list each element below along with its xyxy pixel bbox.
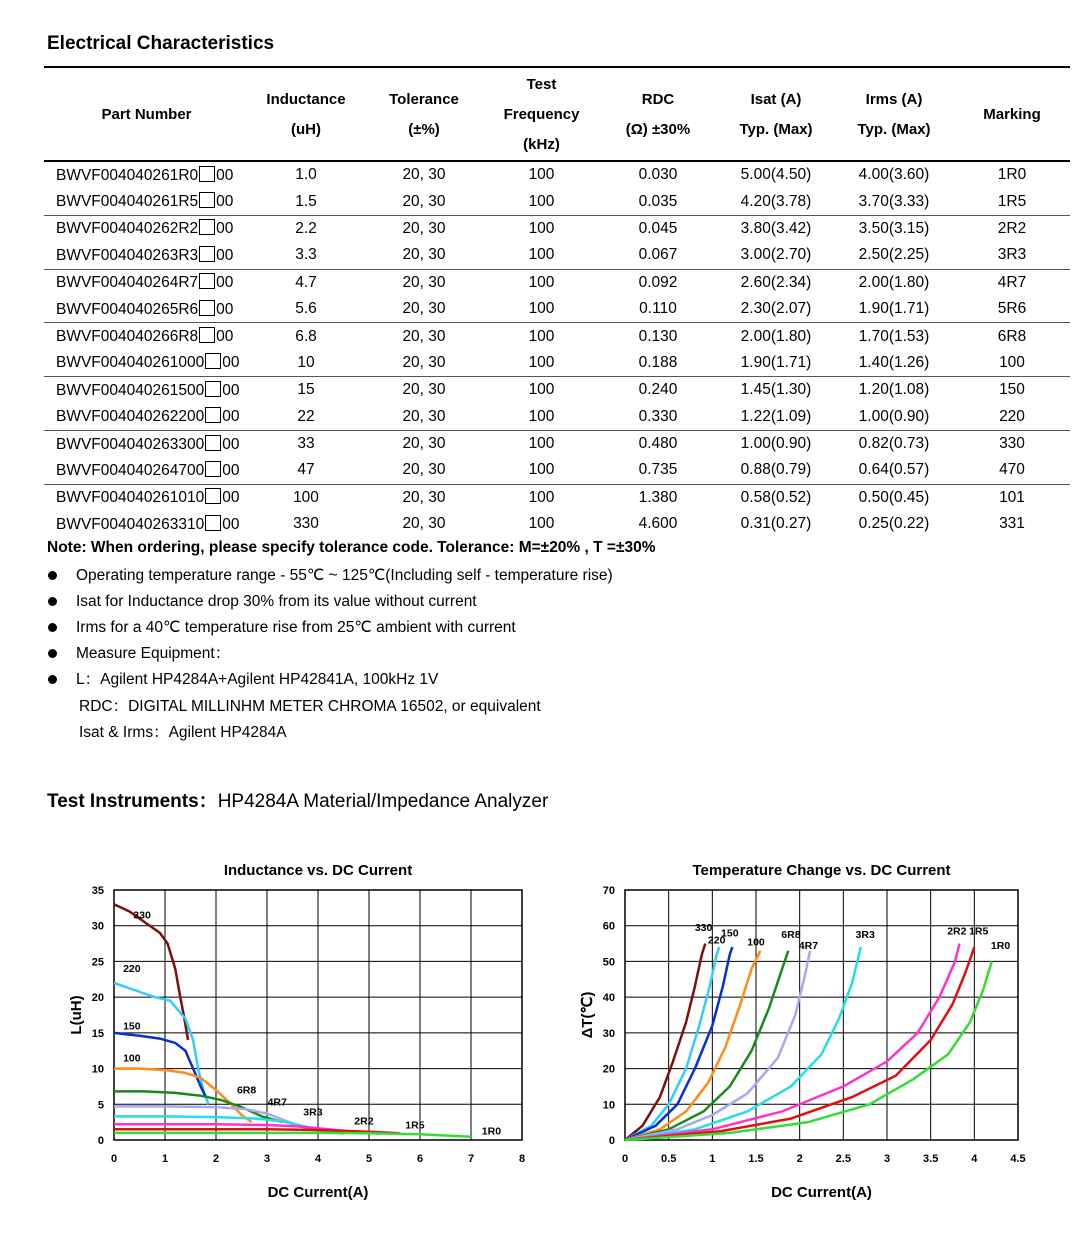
column-header-line: (uH) <box>291 120 321 138</box>
column-header <box>954 69 1070 161</box>
table-cell: 0.330 <box>598 404 718 431</box>
part-number-cell <box>44 404 249 431</box>
inductance-chart-series-label: 1R0 <box>481 1125 502 1138</box>
part-suffix: 00 <box>216 246 234 264</box>
table-row <box>44 350 1070 377</box>
column-header <box>718 69 834 161</box>
temperature-chart-series-label: 3R3 <box>855 929 875 942</box>
table-row <box>44 430 1070 457</box>
table-cell: 0.82(0.73) <box>858 435 930 453</box>
part-number-cell <box>44 350 249 377</box>
tolerance-code-box <box>205 461 221 477</box>
table-cell: 0.25(0.22) <box>858 515 930 533</box>
tolerance-code-box <box>199 300 215 316</box>
table-cell: 3.50(3.15) <box>858 219 930 237</box>
table-cell: 1.22(1.09) <box>718 404 834 431</box>
part-number: BWVF004040262R2 <box>56 220 199 238</box>
table-cell: 4.7 <box>295 273 317 291</box>
part-number: BWVF004040261000 <box>56 354 205 372</box>
inductance-chart-series-label: 1R5 <box>405 1119 425 1132</box>
table-cell: 1.90(1.71) <box>718 350 834 377</box>
temperature-chart-x-tick-label: 4 <box>971 1153 978 1165</box>
table-row <box>44 377 1070 404</box>
table-cell: 0.045 <box>638 219 678 237</box>
table-cell: 100 <box>485 296 598 323</box>
inductance-chart-y-axis-label: L(uH) <box>68 995 85 1035</box>
temperature-chart-series-label: 6R8 <box>781 929 801 942</box>
column-header <box>44 69 249 161</box>
part-number-cell <box>44 242 249 269</box>
bullet-item <box>48 589 613 615</box>
table-cell: 4.00(3.60) <box>858 166 930 184</box>
table-cell: 4.20(3.78) <box>718 188 834 215</box>
table-cell: 20, 30 <box>402 515 446 533</box>
column-header-line: RDC <box>641 90 675 108</box>
table-cell: 0.092 <box>638 273 678 291</box>
table-cell: 0.480 <box>638 435 678 453</box>
table-cell: 2R2 <box>997 219 1027 237</box>
temperature-chart-x-tick-label: 1 <box>709 1153 716 1165</box>
part-number: BWVF004040261500 <box>56 381 205 399</box>
part-number: BWVF004040261R0 <box>56 166 199 184</box>
temperature-chart <box>570 855 1050 1200</box>
inductance-chart-x-tick-label: 4 <box>314 1153 322 1165</box>
table-cell: 100 <box>528 327 555 345</box>
temperature-chart-series-label: 330 <box>694 922 713 935</box>
column-header-line: Test <box>526 75 557 93</box>
table-cell: 100 <box>485 242 598 269</box>
table-cell: 1.90(1.71) <box>834 296 954 323</box>
table-cell: 0.067 <box>598 242 718 269</box>
part-suffix: 00 <box>216 274 234 292</box>
table-cell: 20, 30 <box>402 435 446 453</box>
column-header <box>249 69 363 161</box>
bullet-text: Isat for Inductance drop 30% from its value without current <box>76 593 477 610</box>
table-cell: 3.80(3.42) <box>740 219 812 237</box>
table-cell: 6.8 <box>295 327 317 345</box>
part-number: BWVF004040263R3 <box>56 246 199 264</box>
bullet-dot-icon <box>48 675 57 684</box>
part-number: BWVF004040263310 <box>56 515 205 533</box>
table-row <box>44 457 1070 484</box>
part-number: BWVF004040264R7 <box>56 274 199 292</box>
part-number-cell <box>44 430 249 457</box>
table-cell: 330 <box>999 435 1025 453</box>
part-suffix: 00 <box>222 515 240 533</box>
temperature-chart-y-tick-label: 70 <box>602 885 615 897</box>
inductance-chart-series-label: 6R8 <box>236 1084 257 1097</box>
inductance-chart-series-line-1R0 <box>114 1133 471 1137</box>
table-cell: 6R8 <box>997 327 1027 345</box>
table-cell: 331 <box>999 515 1025 533</box>
table-row <box>44 188 1070 215</box>
table-cell: 0.58(0.52) <box>740 488 812 506</box>
column-header-line: Typ. (Max) <box>739 120 813 138</box>
table-cell: 0.030 <box>638 166 678 184</box>
temperature-chart-series-line-2R2 <box>625 944 960 1140</box>
part-suffix: 00 <box>222 381 240 399</box>
table-cell: 20, 30 <box>402 381 446 399</box>
table-cell: 1.00(0.90) <box>740 435 812 453</box>
inductance-chart-series-label: 4R7 <box>267 1096 287 1109</box>
part-number-cell <box>44 377 249 404</box>
inductance-chart-series-line-150 <box>114 1033 206 1097</box>
table-cell: 3.3 <box>249 242 363 269</box>
tolerance-code-box <box>199 273 215 289</box>
tolerance-code-box <box>199 219 215 235</box>
table-cell: 4R7 <box>997 273 1027 291</box>
table-cell: 20, 30 <box>363 404 485 431</box>
inductance-chart-y-tick-label: 10 <box>91 1063 104 1076</box>
temperature-chart-series-label: 150 <box>721 927 739 940</box>
table-cell: 0.64(0.57) <box>834 457 954 484</box>
table-cell: 2.00(1.80) <box>740 327 812 345</box>
table-cell: 100 <box>528 166 555 184</box>
column-header-line: Tolerance <box>389 90 459 108</box>
column-header-line: Inductance <box>266 90 346 108</box>
table-cell: 1.45(1.30) <box>740 381 812 399</box>
tolerance-code-box <box>205 407 221 423</box>
bullet-text: Measure Equipment： <box>76 645 231 662</box>
table-cell: 150 <box>999 381 1025 399</box>
table-cell: 3.70(3.33) <box>834 188 954 215</box>
temperature-chart-series-label: 2R2 <box>947 925 967 938</box>
table-row <box>44 296 1070 323</box>
table-cell: 2.60(2.34) <box>740 273 812 291</box>
table-cell: 20, 30 <box>363 242 485 269</box>
table-cell: 330 <box>293 515 319 533</box>
table-cell: 100 <box>528 273 555 291</box>
part-number-cell <box>44 511 249 537</box>
table-cell: 1R5 <box>954 188 1070 215</box>
table-cell: 22 <box>249 404 363 431</box>
part-number-cell <box>44 323 249 350</box>
table-cell: 20, 30 <box>402 488 446 506</box>
temperature-chart-title: Temperature Change vs. DC Current <box>692 862 951 879</box>
bullet-dot-icon <box>48 649 57 658</box>
part-number-cell <box>44 188 249 215</box>
table-row <box>44 242 1070 269</box>
part-suffix: 00 <box>216 166 234 184</box>
temperature-chart-y-tick-label: 50 <box>602 956 615 969</box>
table-cell: 100 <box>485 350 598 377</box>
column-header-line: (kHz) <box>523 135 560 153</box>
table-cell: 1.40(1.26) <box>834 350 954 377</box>
column-header-line: Irms (A) <box>865 90 923 108</box>
part-number: BWVF004040263300 <box>56 435 205 453</box>
temperature-chart-y-tick-label: 60 <box>602 920 615 933</box>
bullet-dot-icon <box>48 597 57 606</box>
part-suffix: 00 <box>222 489 240 507</box>
temperature-chart-series-label: 100 <box>747 936 765 949</box>
bullet-dot-icon <box>48 571 57 580</box>
column-header-line: Frequency <box>503 105 580 123</box>
table-row <box>44 269 1070 296</box>
table-cell: 20, 30 <box>402 219 446 237</box>
table-top-rule <box>44 66 1070 68</box>
part-number: BWVF004040261010 <box>56 489 205 507</box>
table-cell: 2.2 <box>295 219 317 237</box>
part-number-cell <box>44 269 249 296</box>
table-cell: 100 <box>293 488 319 506</box>
table-cell: 470 <box>954 457 1070 484</box>
inductance-chart-title: Inductance vs. DC Current <box>223 862 413 879</box>
table-row <box>44 484 1070 511</box>
column-header <box>363 69 485 161</box>
tolerance-code-box <box>205 353 221 369</box>
table-row <box>44 404 1070 431</box>
temperature-chart-y-axis-label: ΔT(℃) <box>579 991 596 1039</box>
bullet-dot-icon <box>48 623 57 632</box>
table-cell: 0.735 <box>598 457 718 484</box>
column-header <box>834 69 954 161</box>
temperature-chart-series-label: 1R5 <box>969 925 989 938</box>
table-body <box>44 161 1070 537</box>
temperature-chart-y-tick-label: 20 <box>602 1063 615 1076</box>
tolerance-code-box <box>199 166 215 182</box>
bullet-item <box>48 615 613 641</box>
table-row <box>44 323 1070 350</box>
inductance-chart-x-tick-label: 5 <box>365 1153 373 1165</box>
part-suffix: 00 <box>222 461 240 479</box>
temperature-chart-series-label: 4R7 <box>798 939 819 952</box>
temperature-chart-series-label: 220 <box>707 934 726 947</box>
table-cell: 1.20(1.08) <box>858 381 930 399</box>
inductance-chart-x-tick-label: 6 <box>416 1153 424 1165</box>
inductance-chart-x-tick-label: 1 <box>161 1153 169 1165</box>
table-cell: 1.00(0.90) <box>834 404 954 431</box>
inductance-chart-y-tick-label: 25 <box>91 956 104 969</box>
inductance-chart-series-line-220 <box>114 983 208 1104</box>
table-cell: 100 <box>528 381 555 399</box>
temperature-chart-x-axis-label: DC Current(A) <box>771 1184 872 1200</box>
part-number: BWVF004040264700 <box>56 461 205 479</box>
table-cell: 100 <box>954 350 1070 377</box>
table-cell: 20, 30 <box>363 296 485 323</box>
temperature-chart-y-tick-label: 0 <box>608 1135 615 1147</box>
table-cell: 0.188 <box>598 350 718 377</box>
table-cell: 220 <box>954 404 1070 431</box>
tolerance-code-box <box>199 246 215 262</box>
table-cell: 47 <box>249 457 363 484</box>
part-number-cell <box>44 296 249 323</box>
temperature-chart-y-tick-label: 10 <box>602 1099 615 1112</box>
temperature-chart-x-tick-label: 0 <box>621 1153 629 1165</box>
column-header-line: Isat (A) <box>750 90 802 108</box>
inductance-chart-series-label: 100 <box>123 1052 141 1065</box>
inductance-chart-x-tick-label: 3 <box>263 1153 271 1165</box>
table-cell: 33 <box>297 435 315 453</box>
table-cell: 3.00(2.70) <box>718 242 834 269</box>
tolerance-code-box <box>205 515 221 531</box>
column-header-line: (±%) <box>408 120 440 138</box>
table-cell: 4.600 <box>638 515 678 533</box>
inductance-chart-x-tick-label: 8 <box>518 1153 526 1165</box>
table-cell: 100 <box>528 219 555 237</box>
part-suffix: 00 <box>216 193 234 211</box>
part-suffix: 00 <box>222 354 240 372</box>
section-title: Electrical Characteristics <box>47 33 275 54</box>
part-number: BWVF004040261R5 <box>56 193 199 211</box>
test-instruments-line <box>47 786 548 813</box>
tolerance-code-box <box>199 327 215 343</box>
table-cell: 20, 30 <box>363 188 485 215</box>
inductance-chart-series-label: 330 <box>133 909 151 922</box>
inductance-chart-y-tick-label: 30 <box>91 920 104 933</box>
temperature-chart-x-tick-label: 3.5 <box>923 1153 939 1165</box>
table-cell: 2.00(1.80) <box>858 273 930 291</box>
table-cell: 5.6 <box>249 296 363 323</box>
table-row <box>44 215 1070 242</box>
table-cell: 20, 30 <box>402 166 446 184</box>
spec-bullet-list <box>48 563 613 693</box>
inductance-chart-y-tick-label: 35 <box>91 885 104 897</box>
tolerance-code-box <box>199 192 215 208</box>
table-cell: 0.88(0.79) <box>718 457 834 484</box>
temperature-chart-y-tick-label: 30 <box>602 1027 615 1040</box>
column-header-line: (Ω) ±30% <box>625 120 691 138</box>
column-header-line: Marking <box>983 105 1041 123</box>
temperature-chart-x-tick-label: 0.5 <box>661 1153 677 1165</box>
table-cell: 100 <box>485 404 598 431</box>
inductance-chart-series-line-4R7 <box>114 1106 328 1131</box>
ordering-note: Note: When ordering, please specify tolerance code. Tolerance: M=±20% , T =±30% <box>47 539 656 556</box>
inductance-chart-y-tick-label: 20 <box>91 992 104 1005</box>
inductance-chart-y-tick-label: 0 <box>97 1135 104 1147</box>
table-cell: 10 <box>249 350 363 377</box>
table-cell: 100 <box>485 188 598 215</box>
table-cell: 5R6 <box>954 296 1070 323</box>
inductance-chart-series-label: 3R3 <box>303 1106 323 1119</box>
temperature-chart-x-tick-label: 2 <box>796 1153 803 1165</box>
table-cell: 15 <box>297 381 315 399</box>
inductance-chart-series-label: 2R2 <box>354 1115 374 1128</box>
part-number-cell <box>44 215 249 242</box>
rdc-equipment-line: RDC：DIGITAL MILLINHM METER CHROMA 16502, or equivalent <box>79 698 541 715</box>
table-cell: 101 <box>999 488 1025 506</box>
inductance-chart-x-tick-label: 2 <box>212 1153 220 1165</box>
table-cell: 0.110 <box>598 296 718 323</box>
temperature-chart-x-tick-label: 3 <box>883 1153 891 1165</box>
bullet-text: L：Agilent HP4284A+Agilent HP42841A, 100kHz 1V <box>76 671 439 688</box>
table-cell: 0.130 <box>638 327 678 345</box>
inductance-chart-x-axis-label: DC Current(A) <box>267 1184 369 1200</box>
column-header <box>485 69 598 161</box>
table-cell: 3R3 <box>954 242 1070 269</box>
table-cell: 0.50(0.45) <box>858 488 930 506</box>
inductance-chart-y-tick-label: 5 <box>97 1099 104 1112</box>
part-suffix: 00 <box>216 220 234 238</box>
temperature-chart-x-tick-label: 1.5 <box>748 1153 764 1165</box>
table-cell: 100 <box>528 515 555 533</box>
table-cell: 20, 30 <box>402 327 446 345</box>
table-cell: 100 <box>485 457 598 484</box>
part-number: BWVF004040265R6 <box>56 300 199 318</box>
electrical-characteristics-table <box>44 69 1070 537</box>
part-suffix: 00 <box>222 408 240 426</box>
bullet-text: Operating temperature range - 55℃ ~ 125℃(Including self - temperature rise) <box>76 567 613 584</box>
temperature-chart-x-tick-label: 4.5 <box>1010 1153 1026 1165</box>
temperature-chart-series-line-6R8 <box>625 951 788 1140</box>
test-instruments-value: HP4284A Material/Impedance Analyzer <box>217 791 549 812</box>
bullet-item <box>48 641 613 667</box>
isat-irms-equipment-line: Isat & Irms：Agilent HP4284A <box>79 724 287 741</box>
table-cell: 2.50(2.25) <box>834 242 954 269</box>
column-header-line: Typ. (Max) <box>857 120 931 138</box>
part-number-cell <box>44 484 249 511</box>
tolerance-code-box <box>205 488 221 504</box>
inductance-chart-y-tick-label: 15 <box>91 1027 104 1040</box>
temperature-chart-series-label: 1R0 <box>990 939 1011 952</box>
table-cell: 0.31(0.27) <box>740 515 812 533</box>
tolerance-code-box <box>205 381 221 397</box>
part-number: BWVF004040266R8 <box>56 328 199 346</box>
inductance-chart-series-label: 220 <box>123 963 141 976</box>
inductance-chart-x-tick-label: 0 <box>110 1153 118 1165</box>
part-suffix: 00 <box>222 435 240 453</box>
table-cell: 2.30(2.07) <box>718 296 834 323</box>
table-cell: 100 <box>528 435 555 453</box>
table-cell: 1.0 <box>295 166 317 184</box>
table-cell: 5.00(4.50) <box>740 166 812 184</box>
inductance-chart <box>60 855 540 1200</box>
column-header <box>598 69 718 161</box>
inductance-chart-series-label: 150 <box>123 1020 141 1033</box>
temperature-chart-x-tick-label: 2.5 <box>835 1153 851 1165</box>
table-cell: 20, 30 <box>402 273 446 291</box>
table-header <box>44 69 1070 161</box>
inductance-chart-x-tick-label: 7 <box>467 1153 475 1165</box>
table-row <box>44 511 1070 537</box>
table-cell: 20, 30 <box>363 350 485 377</box>
test-instruments-label: Test Instruments： <box>47 791 218 812</box>
table-cell: 1R0 <box>997 166 1027 184</box>
tolerance-code-box <box>205 435 221 451</box>
bullet-text: Irms for a 40℃ temperature rise from 25℃ ambient with current <box>76 619 516 636</box>
bullet-item <box>48 667 613 693</box>
table-cell: 100 <box>528 488 555 506</box>
table-cell: 20, 30 <box>363 457 485 484</box>
bullet-item <box>48 563 613 589</box>
part-number: BWVF004040262200 <box>56 408 205 426</box>
part-number-cell <box>44 457 249 484</box>
inductance-chart-series-line-100 <box>114 1069 252 1123</box>
part-suffix: 00 <box>216 328 234 346</box>
table-cell: 1.5 <box>249 188 363 215</box>
table-cell: 1.380 <box>638 488 678 506</box>
table-row <box>44 161 1070 188</box>
temperature-chart-series-line-3R3 <box>625 947 861 1140</box>
table-cell: 0.240 <box>638 381 678 399</box>
temperature-chart-y-tick-label: 40 <box>602 992 615 1005</box>
table-cell: 1.70(1.53) <box>858 327 930 345</box>
part-suffix: 00 <box>216 300 234 318</box>
column-header-line: Part Number <box>101 105 192 123</box>
table-cell: 0.035 <box>598 188 718 215</box>
part-number-cell <box>44 161 249 188</box>
